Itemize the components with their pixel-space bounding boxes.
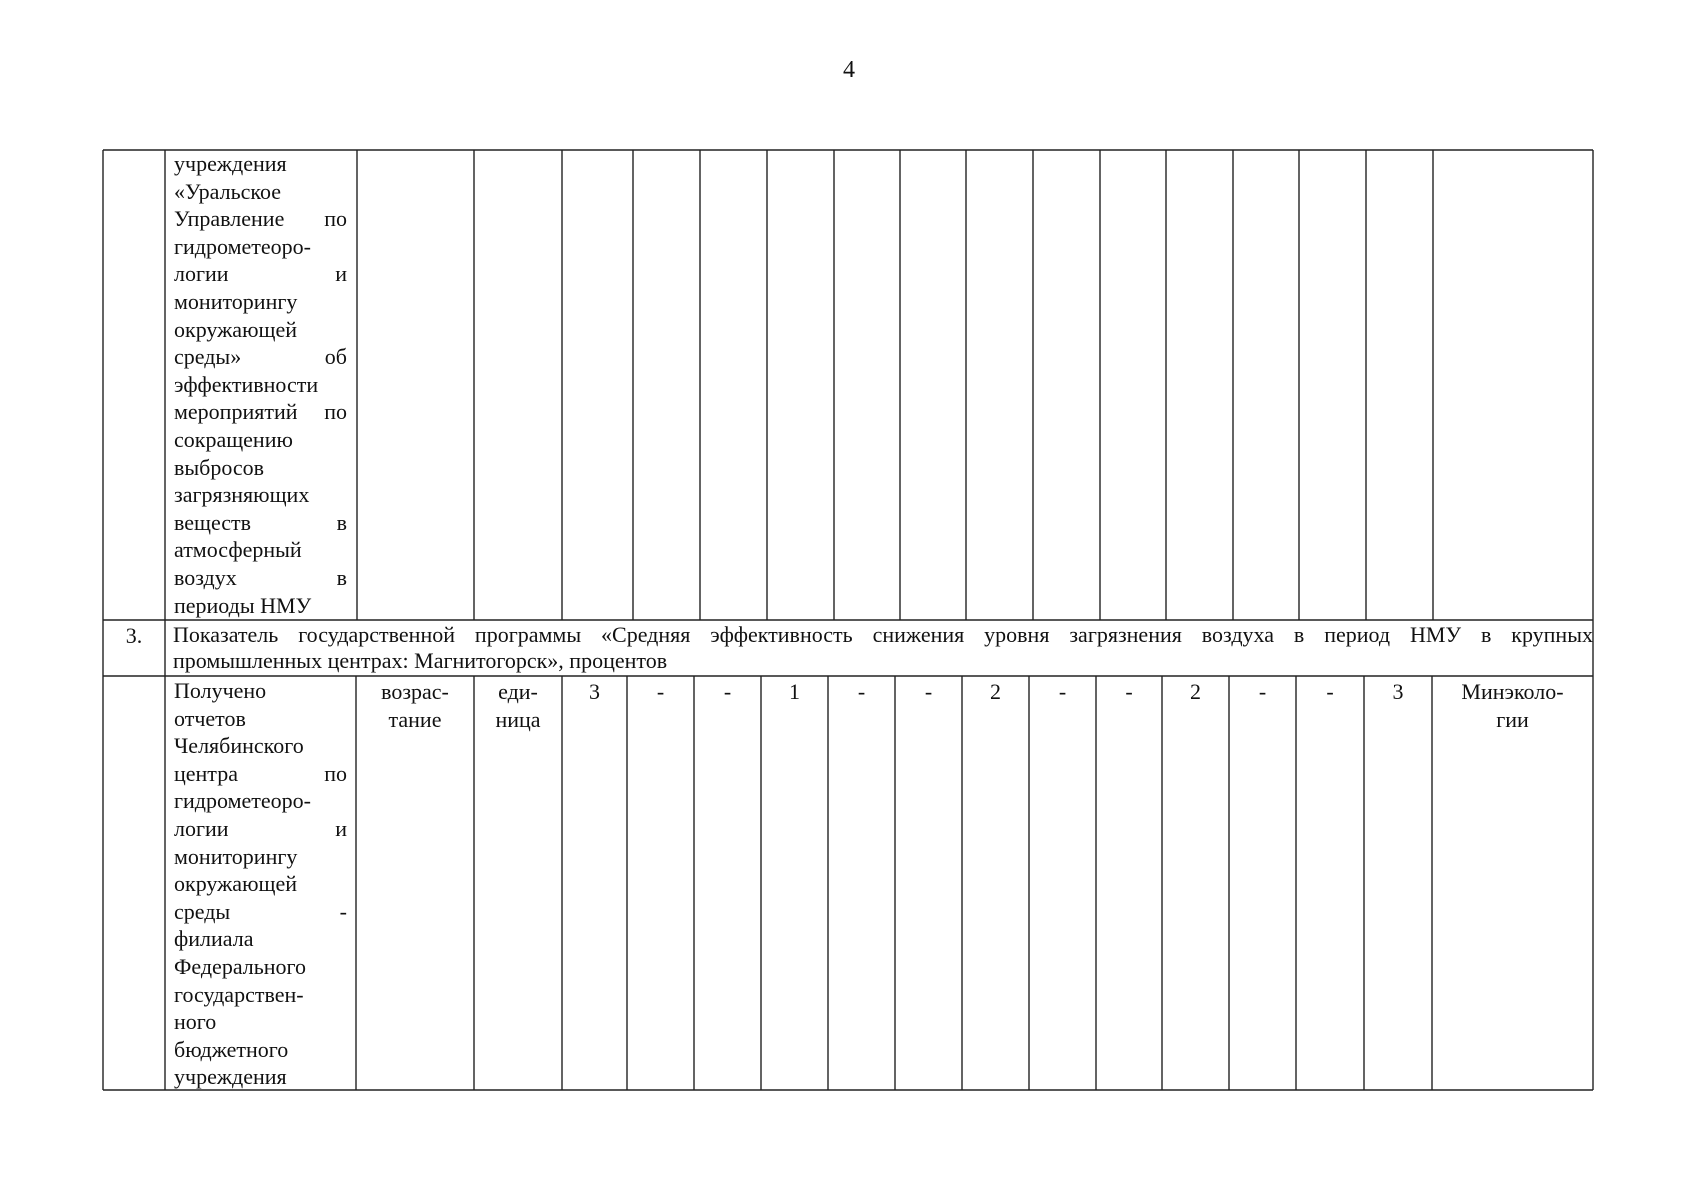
- value-cell: -: [857, 679, 866, 704]
- description-line: филиала: [174, 926, 254, 952]
- description-line: среды -: [174, 898, 347, 924]
- description-line: окружающей: [174, 316, 297, 342]
- value-cell: -: [924, 679, 933, 704]
- description-line: атмосферный: [174, 537, 302, 563]
- description-line: Челябинского: [174, 733, 304, 759]
- section-title-line-2: промышленных центрах: Магнитогорск», процентов: [173, 648, 668, 673]
- description-line: загрязняющих: [174, 482, 310, 508]
- responsible-line: гии: [1496, 706, 1529, 732]
- value-cell: -: [723, 679, 732, 704]
- value-cell: -: [1058, 679, 1067, 704]
- section-number: 3.: [125, 623, 143, 648]
- description-line: центра по: [174, 760, 347, 786]
- value-cell: -: [656, 679, 665, 704]
- section-title: [173, 622, 1593, 674]
- value-cell: 2: [1190, 679, 1201, 704]
- description-line: веществ в: [174, 509, 347, 535]
- value-cell: -: [1258, 679, 1267, 704]
- description-line: Управление по: [174, 206, 347, 232]
- value-cell: 3: [1392, 679, 1404, 704]
- value-cell: 3: [589, 679, 600, 704]
- description-line: отчетов: [174, 705, 246, 731]
- description-line: логии и: [174, 261, 347, 287]
- unit-of-measure: [474, 678, 562, 733]
- page-number: 4: [843, 57, 855, 83]
- description-line: мероприятий по: [174, 399, 347, 425]
- description-line: ного: [174, 1009, 217, 1035]
- description-line: учреждения: [174, 151, 287, 176]
- description-line: воздух в: [174, 564, 347, 590]
- description-line: «Уральское: [174, 178, 281, 204]
- indicator-type-line: возрас-: [381, 679, 449, 704]
- top-row-description: [174, 150, 347, 619]
- value-cell: 1: [789, 679, 800, 704]
- responsible-line: Минэколо-: [1461, 679, 1564, 704]
- description-line: сокращению: [174, 426, 293, 452]
- description-line: государствен-: [174, 981, 304, 1007]
- indicator-type: [356, 678, 474, 733]
- description-line: бюджетного: [174, 1036, 289, 1062]
- description-line: Федерального: [174, 953, 307, 979]
- value-cell: -: [1326, 679, 1334, 704]
- indicator-type-line: тание: [388, 706, 442, 732]
- unit-line: еди-: [498, 679, 538, 704]
- description-line: Получено: [174, 678, 267, 703]
- description-line: гидрометеоро-: [174, 233, 311, 259]
- description-line: учреждения: [174, 1064, 287, 1090]
- description-line: периоды НМУ: [174, 592, 312, 618]
- description-line: окружающей: [174, 871, 297, 897]
- description-line: мониторингу: [174, 288, 298, 314]
- description-line: эффективности: [174, 371, 319, 397]
- bottom-row-description: [174, 677, 347, 1091]
- description-line: логии и: [174, 815, 347, 841]
- section-title-line-1: Показатель государственной программы «Средняя эффективность снижения уровня загрязнения воздуха в период НМУ в крупных: [173, 622, 1593, 647]
- unit-line: ница: [495, 706, 541, 732]
- responsible-executor: [1432, 678, 1593, 733]
- description-line: мониторингу: [174, 843, 298, 869]
- description-line: среды» об: [174, 344, 347, 370]
- value-cell: 2: [990, 679, 1001, 704]
- value-cell: -: [1125, 679, 1133, 704]
- description-line: гидрометеоро-: [174, 788, 311, 814]
- description-line: выбросов: [174, 454, 265, 480]
